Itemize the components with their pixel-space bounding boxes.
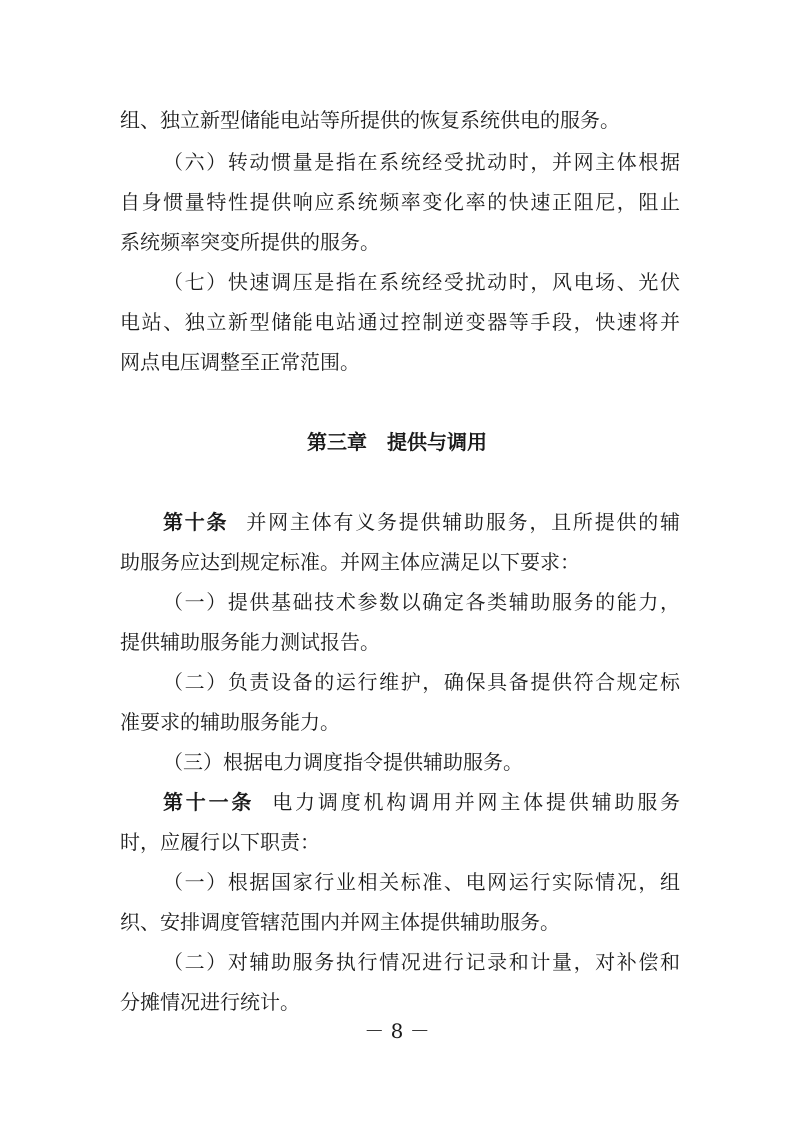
article-11-label: 第十一条	[163, 790, 255, 814]
text-line: （一）提供基础技术参数以确定各类辅助服务的能力，	[163, 590, 680, 614]
text-line: 提供辅助服务能力测试报告。	[120, 630, 380, 654]
article-11-first-line	[163, 790, 680, 814]
text-line: （二）对辅助服务执行情况进行记录和计量，对补偿和	[163, 950, 680, 974]
article-11-text: 电力调度机构调用并网主体提供辅助服务	[272, 790, 680, 814]
text-line: 准要求的辅助服务能力。	[120, 710, 340, 734]
text-line: 电站、独立新型储能电站通过控制逆变器等手段，快速将并	[120, 310, 680, 334]
article-10-label: 第十条	[163, 510, 229, 534]
text-line: 织、安排调度管辖范围内并网主体提供辅助服务。	[120, 910, 560, 934]
text-line: 系统频率突变所提供的服务。	[120, 230, 380, 254]
article-10-text: 并网主体有义务提供辅助服务，且所提供的辅	[246, 510, 680, 534]
text-line: （三）根据电力调度指令提供辅助服务。	[163, 750, 523, 774]
page-number: － 8 －	[364, 1019, 430, 1043]
text-line: 组、独立新型储能电站等所提供的恢复系统供电的服务。	[120, 108, 620, 132]
text-line: （一）根据国家行业相关标准、电网运行实际情况，组	[163, 870, 680, 894]
text-line: 自身惯量特性提供响应系统频率变化率的快速正阻尼，阻止	[120, 190, 680, 214]
text-line: （二）负责设备的运行维护，确保具备提供符合规定标	[163, 670, 680, 694]
text-line: 分摊情况进行统计。	[120, 990, 300, 1014]
chapter-heading: 第三章 提供与调用	[307, 430, 487, 454]
text-line: （七）快速调压是指在系统经受扰动时，风电场、光伏	[163, 270, 680, 294]
text-line: 网点电压调整至正常范围。	[120, 350, 360, 374]
text-line: （六）转动惯量是指在系统经受扰动时，并网主体根据	[163, 150, 680, 174]
article-10-first-line	[163, 510, 680, 534]
text-line: 助服务应达到规定标准。并网主体应满足以下要求：	[120, 550, 580, 574]
text-line: 时，应履行以下职责：	[120, 830, 320, 854]
